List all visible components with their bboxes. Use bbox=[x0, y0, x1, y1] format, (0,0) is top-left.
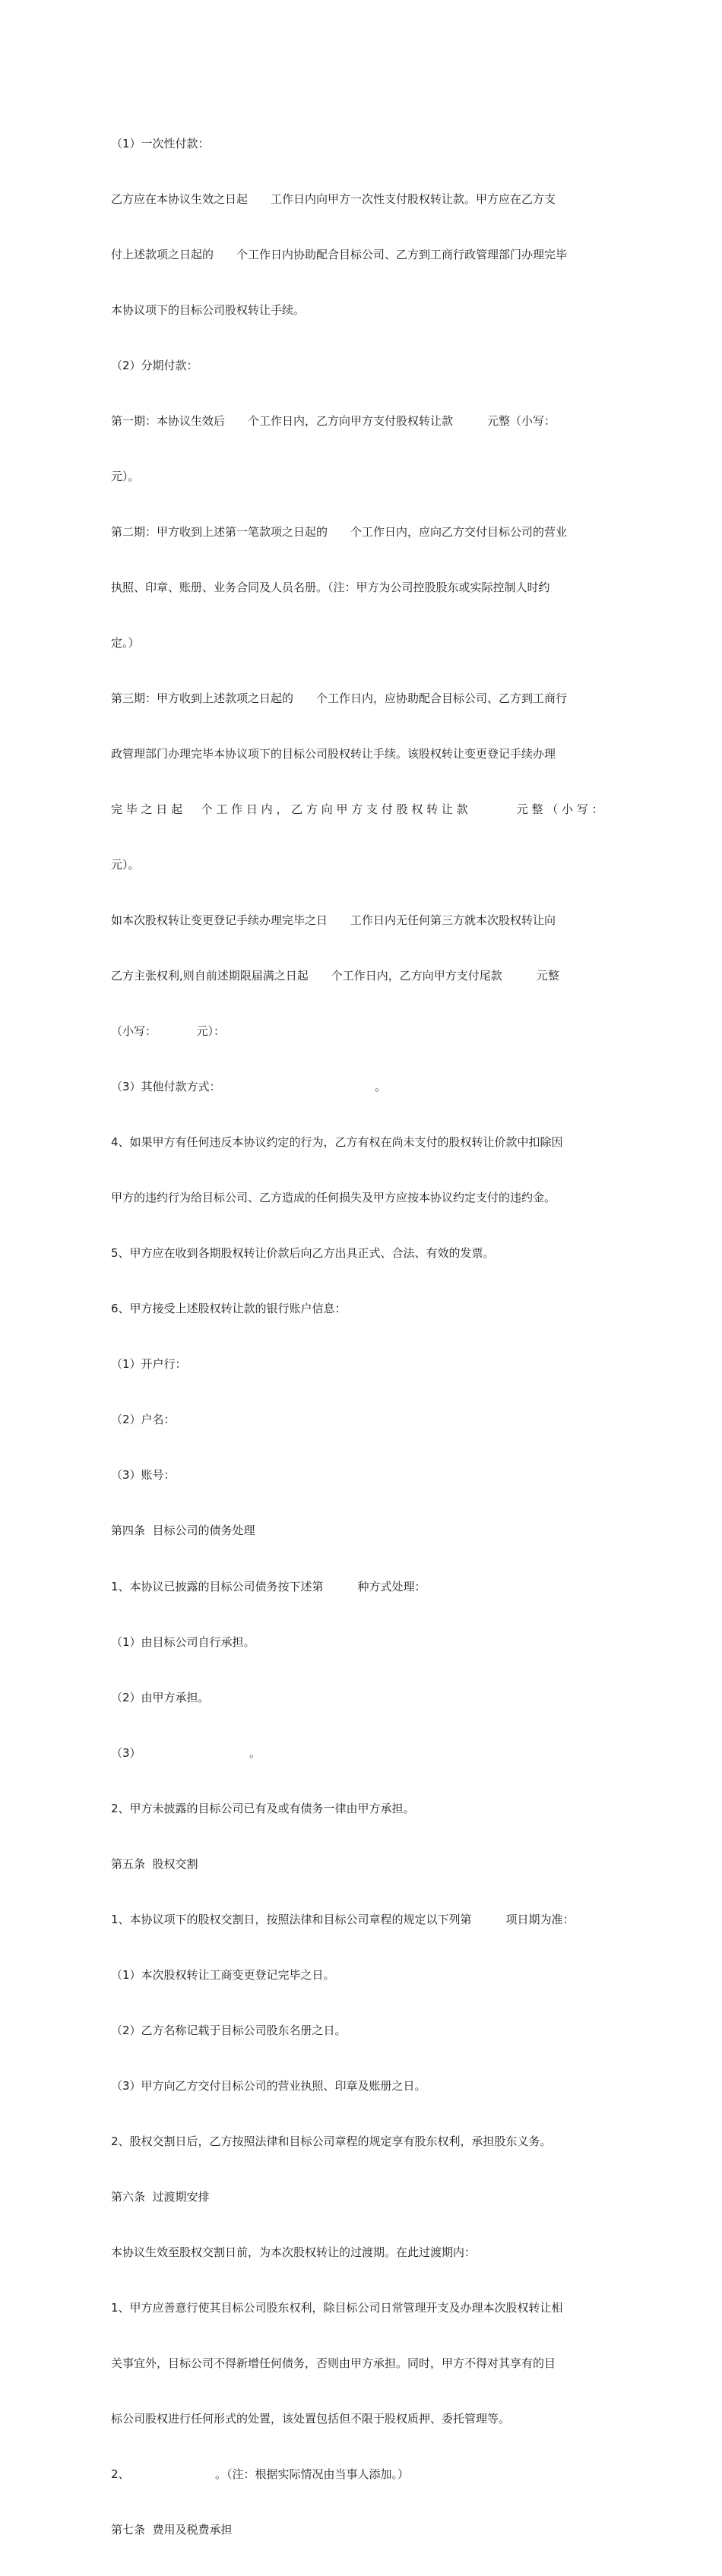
text-line: 第二期：甲方收到上述第一笔款项之日起的 个工作日内，应向乙方交付目标公司的营业 bbox=[111, 524, 568, 539]
text-line: （3）账号： bbox=[111, 1468, 176, 1483]
text-line: （2）分期付款： bbox=[111, 358, 198, 372]
text-line: （1）由目标公司自行承担。 bbox=[111, 1635, 255, 1649]
text-line: （2）由甲方承担。 bbox=[111, 1690, 210, 1704]
text-line: 标公司股权进行任何形式的处置，该处置包括但不限于股权质押、委托管理等。 bbox=[111, 2411, 511, 2426]
section-heading: 第七条 费用及税费承担 bbox=[111, 2523, 233, 2537]
text-line: 本协议项下的目标公司股权转让手续。 bbox=[111, 302, 306, 317]
text-line: 2、 。（注：根据实际情况由当事人添加。） bbox=[111, 2467, 410, 2481]
text-line: （3）其他付款方式： 。 bbox=[111, 1080, 387, 1094]
text-line: 5、甲方应在收到各期股权转让价款后向乙方出具正式、合法、有效的发票。 bbox=[111, 1246, 495, 1261]
text-line: 2、甲方未披露的目标公司已有及或有债务一律由甲方承担。 bbox=[111, 1801, 415, 1815]
text-line: 定。） bbox=[111, 635, 140, 650]
text-line: 1、本协议已披露的目标公司债务按下述第 种方式处理： bbox=[111, 1579, 426, 1593]
text-line: 4、如果甲方有任何违反本协议约定的行为，乙方有权在尚未支付的股权转让价款中扣除因 bbox=[111, 1135, 563, 1150]
text-line: 执照、印章、账册、业务合同及人员名册。（注：甲方为公司控股股东或实际控制人时约 bbox=[111, 580, 550, 594]
document-body bbox=[111, 97, 614, 2576]
text-line: 1、本协议项下的股权交割日，按照法律和目标公司章程的规定以下列第 项日期为准： bbox=[111, 1912, 575, 1926]
text-line: 元）。 bbox=[111, 469, 140, 483]
text-line: （1）本次股权转让工商变更登记完毕之日。 bbox=[111, 1967, 335, 1982]
text-line: （3）甲方向乙方交付目标公司的营业执照、印章及账册之日。 bbox=[111, 2078, 426, 2093]
text-line: 1、甲方应善意行使其目标公司股东权利，除目标公司日常管理开支及办理本次股权转让相 bbox=[111, 2300, 563, 2315]
text-line: 元）。 bbox=[111, 858, 140, 872]
text-line: 付上述款项之日起的 个工作日内协助配合目标公司、乙方到工商行政管理部门办理完毕 bbox=[111, 247, 568, 261]
section-heading: 第五条 股权交割 bbox=[111, 1856, 198, 1871]
text-line: （1）开户行： bbox=[111, 1357, 187, 1372]
text-line: （小写： 元）： bbox=[111, 1024, 226, 1039]
text-line: 完 毕 之 日 起 个 工 作 日 内 ， 乙 方 向 甲 方 支 付 股 权 转 让 款 元 整 （ 小 写 ： bbox=[111, 802, 603, 817]
text-line: 关事宜外，目标公司不得新增任何债务，否则由甲方承担。同时，甲方不得对其享有的目 bbox=[111, 2356, 556, 2370]
section-heading: 第四条 目标公司的债务处理 bbox=[111, 1524, 255, 1538]
text-line: （2）乙方名称记载于目标公司股东名册之日。 bbox=[111, 2023, 347, 2037]
text-line: 第一期：本协议生效后 个工作日内，乙方向甲方支付股权转让款 元整（小写： bbox=[111, 413, 556, 428]
text-line: 本协议生效至股权交割日前，为本次股权转让的过渡期。在此过渡期内： bbox=[111, 2245, 477, 2259]
text-line: （1）一次性付款： bbox=[111, 136, 210, 150]
text-line: （3） 。 bbox=[111, 1745, 261, 1760]
text-line: 甲方的违约行为给目标公司、乙方造成的任何损失及甲方应按本协议约定支付的违约金。 bbox=[111, 1191, 556, 1205]
text-line: 如本次股权转让变更登记手续办理完毕之日 工作日内无任何第三方就本次股权转让向 bbox=[111, 913, 556, 928]
text-line: 乙方主张权利,则自前述期限届满之日起 个工作日内，乙方向甲方支付尾款 元整 bbox=[111, 969, 559, 983]
text-line: 政管理部门办理完毕本协议项下的目标公司股权转让手续。该股权转让变更登记手续办理 bbox=[111, 747, 556, 761]
text-line: 6、甲方接受上述股权转让款的银行账户信息： bbox=[111, 1302, 347, 1316]
text-line: （2）户名： bbox=[111, 1413, 176, 1427]
text-line: 乙方应在本协议生效之日起 工作日内向甲方一次性支付股权转让款。甲方应在乙方支 bbox=[111, 191, 556, 206]
text-line: 第三期：甲方收到上述款项之日起的 个工作日内，应协助配合目标公司、乙方到工商行 bbox=[111, 691, 568, 705]
text-line: 2、股权交割日后，乙方按照法律和目标公司章程的规定享有股东权利，承担股东义务。 bbox=[111, 2134, 552, 2148]
section-heading: 第六条 过渡期安排 bbox=[111, 2189, 210, 2204]
